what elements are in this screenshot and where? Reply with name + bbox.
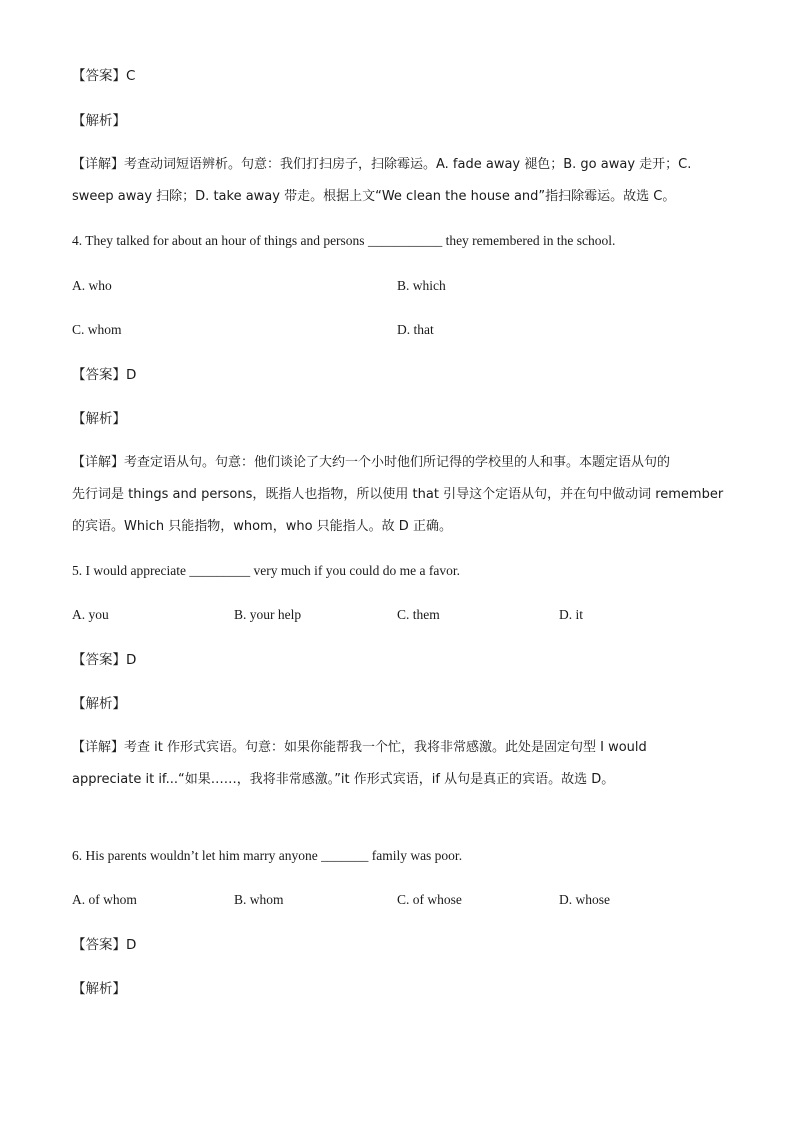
answer-label: 【答案】D	[72, 937, 137, 953]
answer-label: 【答案】D	[72, 367, 137, 383]
option-c[interactable]: C. of whose	[397, 892, 462, 907]
detail-text: sweep away 扫除；D. take away 带走。根据上文“We clean the house and”指扫除霉运。故选 C。	[72, 189, 676, 204]
detail-text: 先行词是 things and persons，既指人也指物，所以使用 that 引导这个定语从句，并在句中做动词 remember	[72, 487, 724, 502]
detail-text: 的宾语。Which 只能指物，whom，who 只能指人。故 D 正确。	[72, 519, 452, 534]
analysis-label: 【解析】	[72, 981, 126, 997]
detail-text: 【详解】考查定语从句。句意：他们谈论了大约一个小时他们所记得的学校里的人和事。本题定语从句的	[72, 455, 671, 470]
question-stem: 5. I would appreciate _________ very much if you could do me a favor.	[72, 563, 461, 578]
option-d[interactable]: D. whose	[559, 892, 610, 907]
option-a[interactable]: A. who	[72, 278, 112, 293]
analysis-label: 【解析】	[72, 696, 126, 712]
detail-text: appreciate it if...“如果……，我将非常感激。”it 作形式宾语，if 从句是真正的宾语。故选 D。	[72, 772, 615, 787]
question-stem: 4. They talked for about an hour of things and persons ___________ they remembered in the school.	[72, 233, 616, 248]
option-b[interactable]: B. your help	[234, 607, 302, 622]
option-c[interactable]: C. whom	[72, 322, 122, 337]
option-d[interactable]: D. that	[397, 322, 434, 337]
option-b[interactable]: B. whom	[234, 892, 284, 907]
option-a[interactable]: A. of whom	[72, 892, 137, 907]
option-b[interactable]: B. which	[397, 278, 446, 293]
detail-text: 【详解】考查 it 作形式宾语。句意：如果你能帮我一个忙，我将非常感激。此处是固定句型 I would	[72, 740, 647, 755]
answer-label: 【答案】D	[72, 652, 137, 668]
option-c[interactable]: C. them	[397, 607, 440, 622]
analysis-label: 【解析】	[72, 113, 126, 129]
answer-label: 【答案】C	[72, 68, 136, 84]
option-a[interactable]: A. you	[72, 607, 109, 622]
question-stem: 6. His parents wouldn’t let him marry anyone _______ family was poor.	[72, 848, 463, 863]
analysis-label: 【解析】	[72, 411, 126, 427]
option-d[interactable]: D. it	[559, 607, 584, 622]
detail-text: 【详解】考查动词短语辨析。句意：我们打扫房子，扫除霉运。A. fade away 褪色；B. go away 走开；C.	[72, 157, 692, 172]
